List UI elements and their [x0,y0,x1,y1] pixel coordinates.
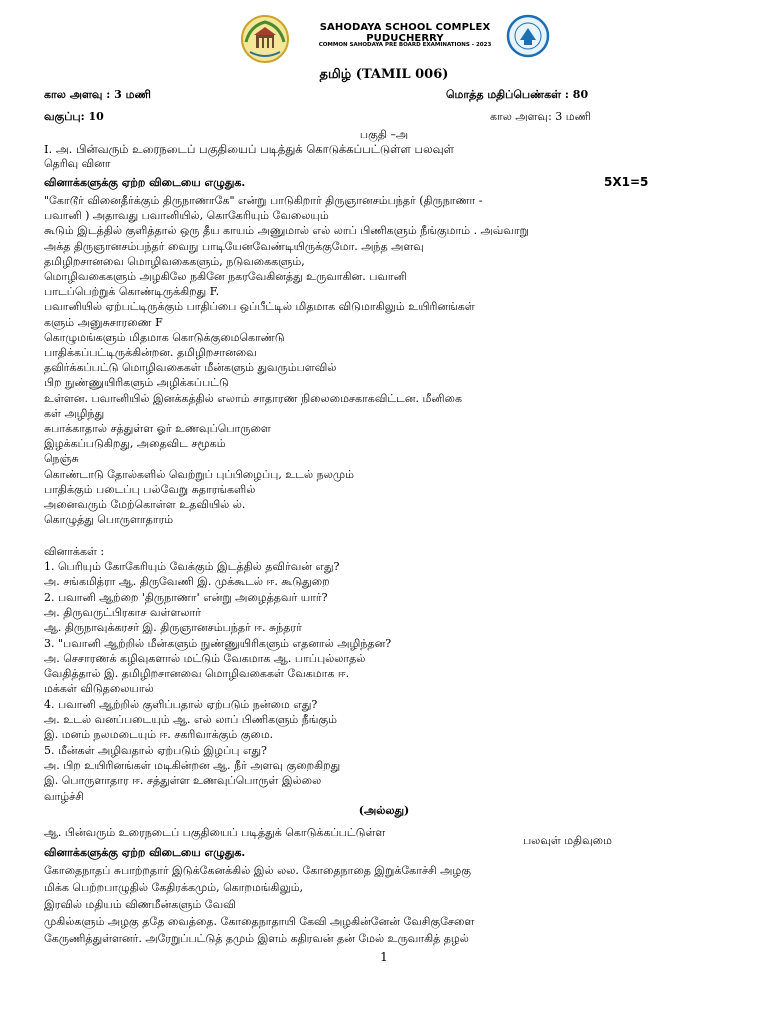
passage-line: நெஞ்சு [44,452,79,466]
passage-line: தமிழிறசானவை மொழிவகைகளும், நடுவகைகளும், [44,254,305,268]
cbse-logo [506,14,550,58]
time-allowed-right: கால அளவு: 3 மணி [490,110,591,123]
passage-line: அனைவரும் மேற்கொள்ள உதவியில் ல். [44,498,246,511]
question-line: 4. பவானி ஆற்றில் குளிப்பதால் ஏற்படும் நன்மை எது? [44,697,318,711]
passage2-instruction: ஆ. பின்வரும் உரைநடைப் பகுதியைப் படித்துக் கொடுக்கப்பட்டுள்ள [44,826,386,839]
exam-name: COMMON SAHODAYA PRE BOARD EXAMINATIONS - 2023 [318,42,492,48]
question-line: இ. பொருளாதார ஈ. சத்துள்ள உணவுப்பொருள் இல்லை [44,774,322,788]
sahodaya-logo [240,14,290,64]
or-separator: (அல்லது) [358,804,410,817]
passage1-instruction-2: தெரிவு வினா [44,157,111,170]
passage-line: பிற நுண்ணுயிரிகளும் அழிக்கப்பட்டு [44,376,229,390]
passage-line: பவானியில் ஏற்பட்டிருக்கும் பாதிப்பை ஒப்பீட்டில் மிதமாக விடுமாகிலும் உயிரினங்கள் [44,300,475,314]
passage-line: கள் அழிந்து [44,406,105,420]
passage-line: கேருணித்துள்ளனர். அரேறுப்பட்டுத் தமும் இளம் கதிரவன் தன் மேல் உருவாகித் தழல் [44,932,469,945]
passage-line: களும் அனுசுசாரணை F [44,315,163,329]
class-label: வகுப்பு: 10 [44,110,104,123]
school-name: SAHODAYA SCHOOL COMPLEX PUDUCHERRY [319,22,491,44]
question-line: ஆ. திருநாவுக்கரசர் இ. திருஞானசம்பந்தர் ஈ. சுந்தரர் [44,621,302,635]
passage-line: மொழிவகைகளும் அழகிலே நகினே நகரவேகினத்து உருவாகின. பவானி [44,270,407,283]
passage1-marks: 5X1=5 [604,175,649,189]
question-line: அ. உடல் வனப்படையும் ஆ. எல் லாப் பிணிகளும் நீங்கும் [44,713,337,726]
passage-line: "கோடூர் வினைதீர்க்கும் திருநாணாகே" என்று பாடுகிறார் திருஞானசம்பந்தர் (திருநாணா - [44,194,483,207]
passage-line: இரவில் மதியம் விணமீன்களும் வேவி [44,898,236,911]
passage-line: கூடும் இடத்தில் குளித்தால் ஒரு தீய காயம் அணுமால் எல் லாப் பிணிகளும் நீங்குமாம் . அவ்வாறு [44,224,529,238]
question-line: 5. மீன்கள் அழிவதால் ஏற்படும் இழப்பு எது? [44,743,267,757]
question-line: மக்கள் விடுதலையால் [44,682,154,696]
passage-line: கொழுமங்களும் மிதமாக கொடுக்குமைகொண்டு [44,330,285,344]
question-line: வேதித்தால் இ. தமிழிறசானவை மொழிவகைகள் வேகமாக ஈ. [44,667,350,681]
passage-line: பாதிக்கும் படைப்பு பல்வேறு சுதாரங்களில் [44,482,256,496]
passage1-instruction: I. அ. பின்வரும் உரைநடைப் பகுதியைப் படித்துக் கொடுக்கப்பட்டுள்ள பலவுள் [44,142,455,156]
passage-line: முகில்களும் அழகு ததே வைத்தை. கோதைநாதாயி கேவி அழகின்னேன் வேசிகுசேளை [44,915,475,928]
passage-line: அக்த திருஞானசம்பந்தர் வைநு பாடியேனவேண்டியிருக்குமோ. அந்த அளவு [44,239,424,253]
passage1-prompt: வினாக்களுக்கு ஏற்ற விடையை எழுதுக. [44,176,246,189]
question-line: 3. "பவானி ஆற்றில் மீன்களும் நுண்ணுயிரிகளும் எதனால் அழிந்தன? [44,636,392,650]
passage2-prompt: வினாக்களுக்கு ஏற்ற விடையை எழுதுக. [44,846,246,859]
time-allowed-left: கால அளவு : 3 மணி [44,88,151,101]
questions-label: வினாக்கள் : [44,545,105,558]
passage-line: உள்ளன. பவானியில் இனக்கத்தில் எலாம் சாதாரண நிலைமைசகாகவிட்டன. மீனிகை [44,391,462,405]
page-number: 1 [380,950,388,964]
question-line: 1. பெரியும் கோகேரியும் வேக்கும் இடத்தில் தவிர்வன் எது? [44,560,340,573]
passage-line: கொழுத்து பொருளாதாரம் [44,513,174,527]
section-heading: பகுதி –அ [359,128,409,141]
passage-line: சுபாக்காதால் சத்துள்ள ஓர் உணவுப்பொருளை [44,422,271,435]
question-line: அ. திருவருட்பிரகாச வள்ளலார் [44,605,201,619]
passage-line: இழக்கப்படுகிறது, அதைவிட சமூகம் [44,437,226,451]
subject-title: தமிழ் (TAMIL 006) [319,67,449,82]
question-line: அ. சங்கமித்ரா ஆ. திருவேணி இ. முக்கூடல் ஈ. கூடுதுறை [44,575,330,589]
passage-line: பவானி ) அதாவது பவானியில், கொகேரியும் வேலையும் [44,209,329,223]
passage2-side-note: பலவுள் மதிவுமை [523,834,612,847]
question-line: வாழ்ச்சி [44,789,84,803]
passage-line: கொண்டாடு தோல்களில் வெற்றுப் புப்பிழைப்பு, உடல் நலமும் [44,467,354,481]
passage-line: தவிர்க்கப்பட்டு மொழிவகைகள் மீன்களும் துவரும்பளவில் [44,361,337,375]
question-line: அ. பிற உயிரினங்கள் மடிகின்றன ஆ. நீர் அளவு குறைகிறது [44,758,341,772]
passage-line: மிக்க பெற்றபாழுதில் கேதிரக்கமும், கொறமங்கிலும், [44,881,304,894]
passage-line: பாதிக்கப்பட்டிருக்கின்றன. தமிழிறசானவை [44,346,257,359]
question-line: 2. பவானி ஆற்றை 'திருநாணா' என்று அழைத்தவர் யார்? [44,590,328,604]
passage-line: கோதைநாதப் சுபாற்றதார் இடுக்கேனக்கில் இல் லல. கோதைநாதை இறுக்கோச்சி அழகு [44,864,471,877]
question-line: இ. மனம் நலமடையும் ஈ. சகரிவாக்கும் குமை. [44,728,274,742]
passage-line: பாடப்பெற்றுக் கொண்டிருக்கிறது F. [44,285,220,299]
question-line: அ. செசாரணக் கழிவுகளால் மட்டும் வேகமாக ஆ. பாப்புல்லாதல் [44,651,366,665]
total-marks: மொத்த மதிப்பெண்கள் : 80 [446,88,589,101]
